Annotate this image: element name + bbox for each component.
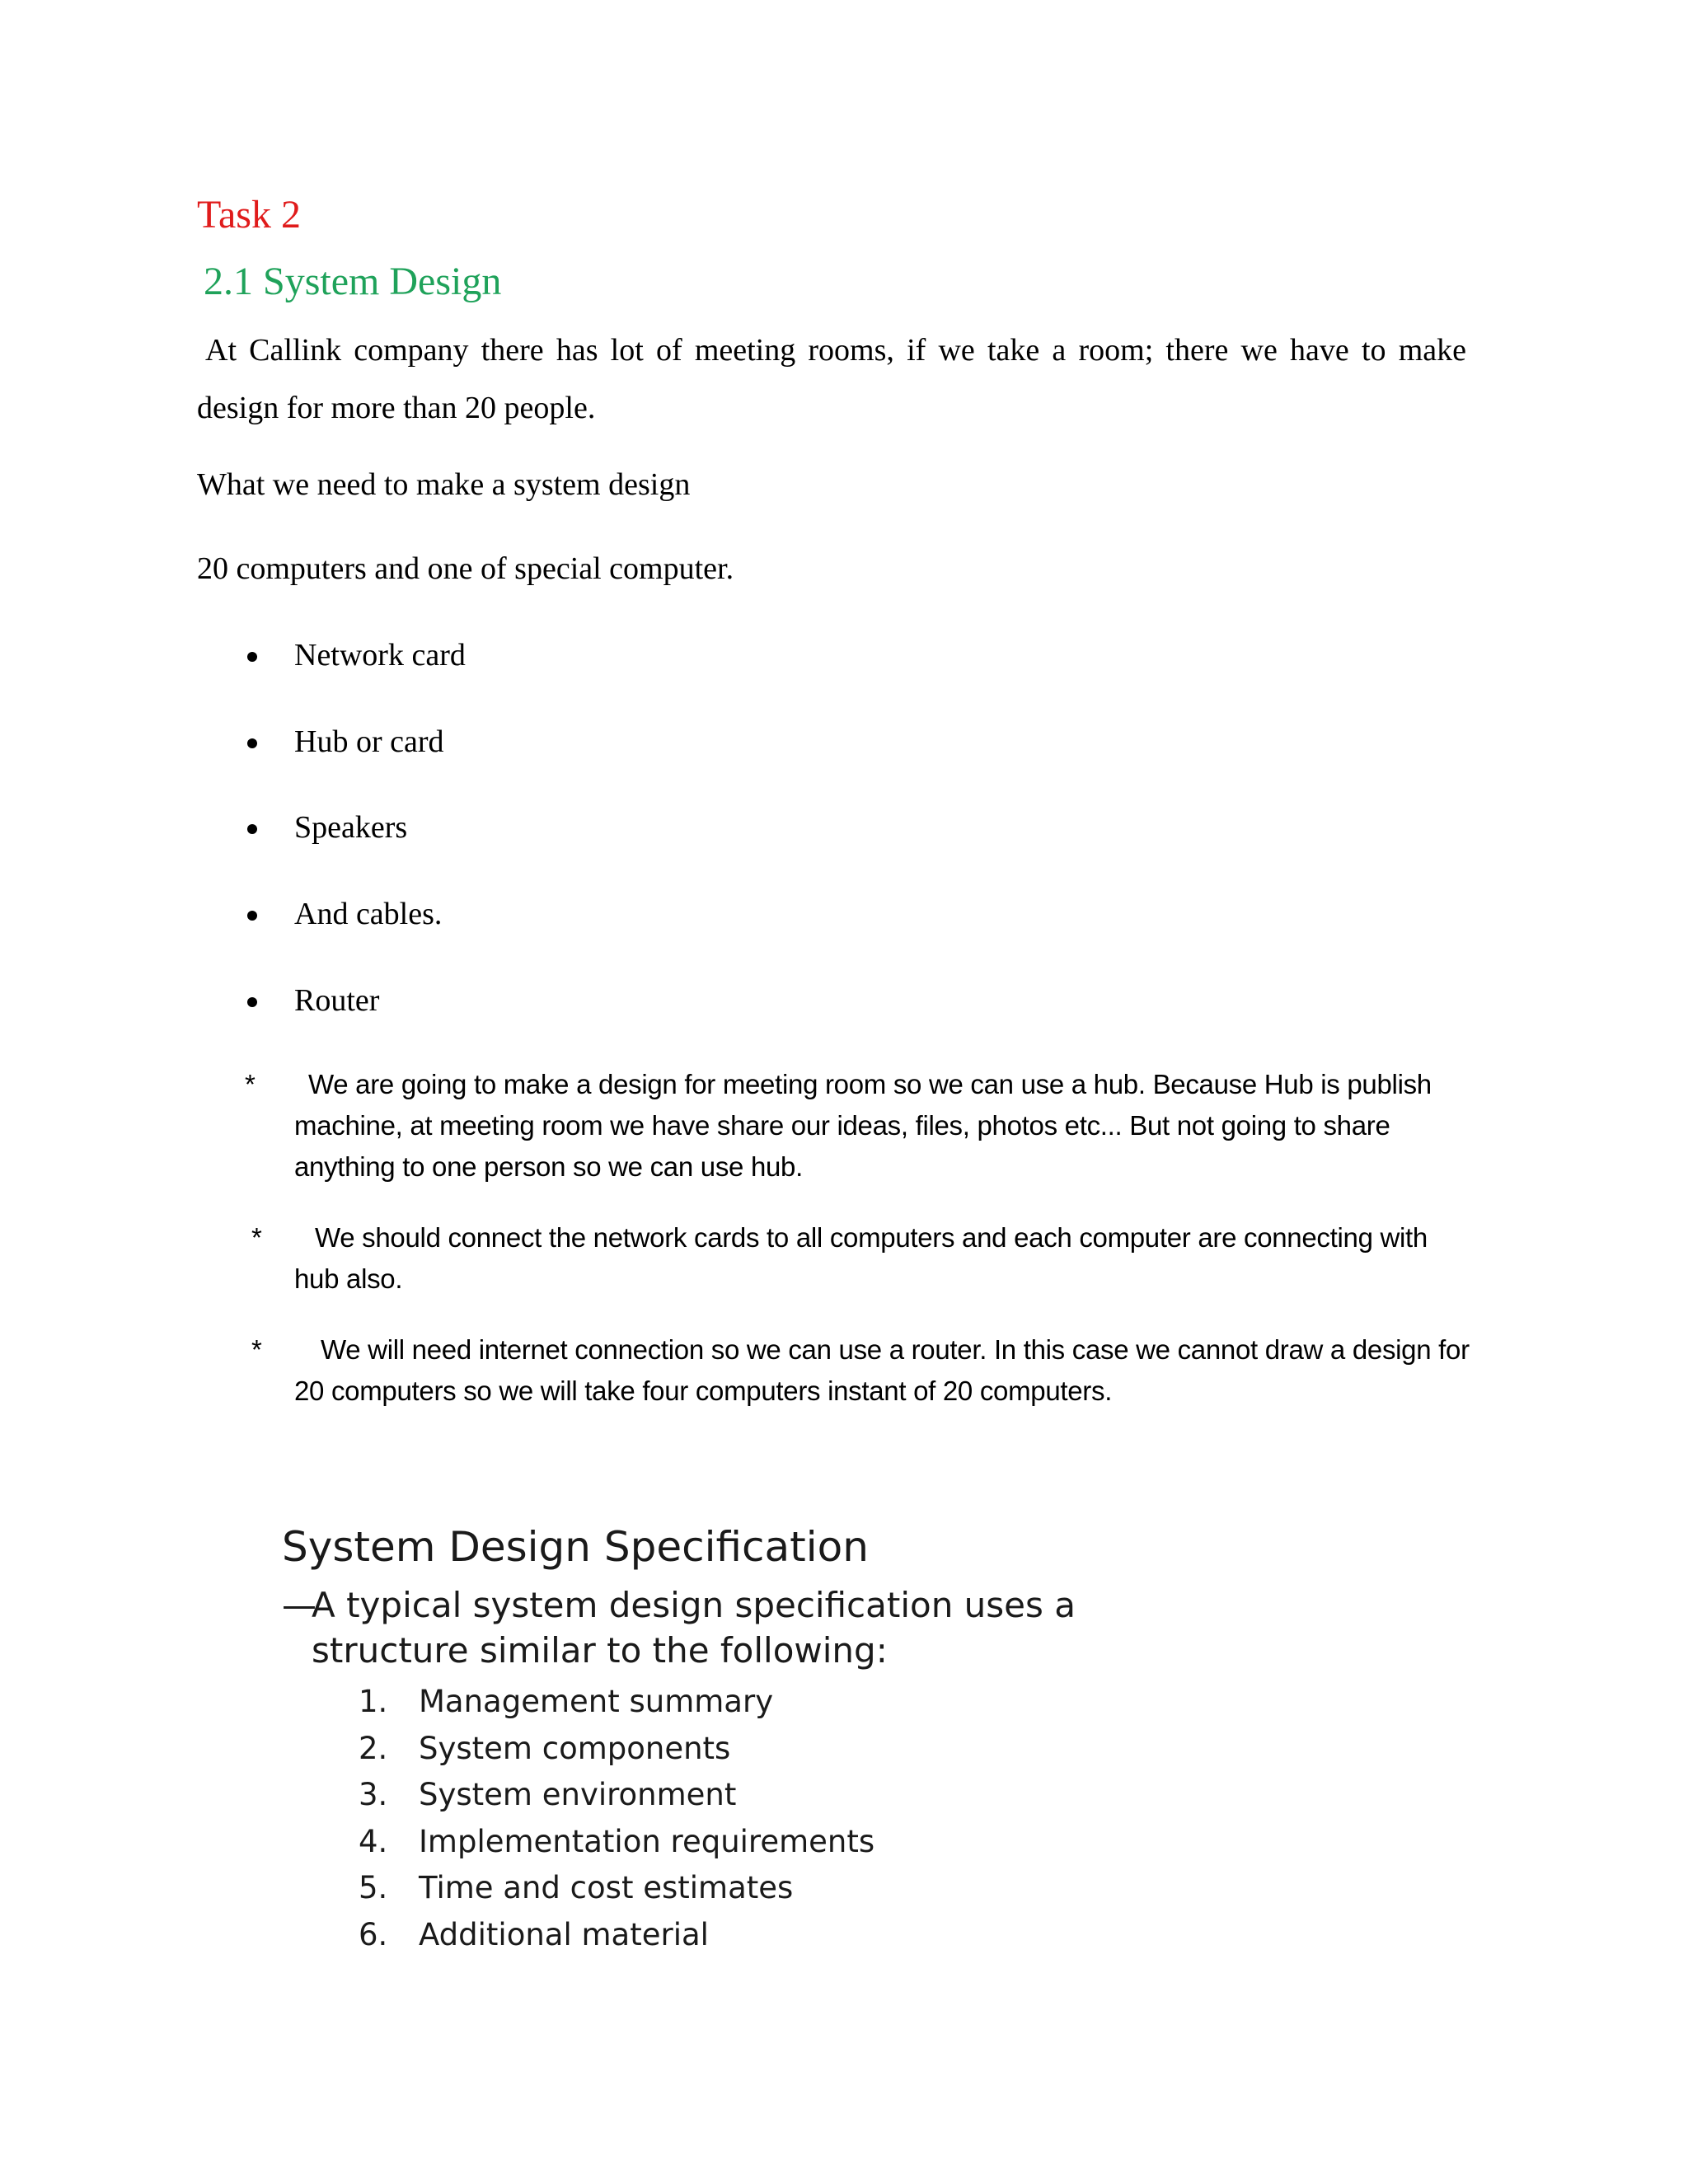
list-item	[359, 1819, 874, 1866]
list-item-label: Hub or card	[294, 724, 444, 759]
item-label: Management summary	[419, 1684, 774, 1719]
item-number: 3.	[359, 1777, 388, 1812]
section-heading: 2.1 System Design	[204, 260, 502, 303]
figure-subtitle: A typical system design specification uses a structure similar to the following:	[312, 1585, 1076, 1671]
spec-structure-list	[359, 1679, 874, 1958]
list-item	[359, 1865, 874, 1912]
item-label: System components	[419, 1730, 731, 1766]
asterisk-icon: *	[251, 1222, 262, 1253]
note-hub	[294, 1064, 1481, 1188]
bullet-icon	[247, 911, 257, 921]
list-item	[359, 1679, 874, 1726]
item-label: System environment	[419, 1777, 737, 1812]
list-item	[359, 1772, 874, 1819]
figure-title: System Design Specification	[282, 1523, 869, 1571]
list-item-label: Speakers	[294, 810, 408, 845]
note-router	[294, 1329, 1481, 1412]
note-text: We should connect the network cards to all computers and each computer are connecting with hub also.	[294, 1222, 1428, 1294]
item-label: Additional material	[419, 1916, 709, 1952]
task-heading: Task 2	[197, 193, 301, 237]
item-number: 6.	[359, 1916, 388, 1952]
item-number: 4.	[359, 1823, 388, 1859]
bullet-icon	[247, 738, 257, 748]
note-text: We are going to make a design for meeting room so we can use a hub. Because Hub is publish machine, at meeting room we have share our ideas, files, photos etc... But not going to share anything to one person so we can use hub.	[294, 1069, 1432, 1182]
item-number: 2.	[359, 1730, 388, 1766]
bullet-icon	[247, 824, 257, 834]
asterisk-icon: *	[251, 1334, 262, 1365]
list-item	[359, 1912, 874, 1959]
note-network-cards	[294, 1217, 1448, 1300]
bullet-icon	[247, 652, 257, 662]
list-item-label: Network card	[294, 638, 466, 673]
item-label: Implementation requirements	[419, 1823, 875, 1859]
asterisk-icon: *	[245, 1069, 256, 1099]
system-design-spec-figure	[272, 1508, 1203, 1970]
dash-icon: —	[282, 1585, 316, 1625]
computers-line: 20 computers and one of special computer.	[197, 551, 734, 586]
note-text: We will need internet connection so we can use a router. In this case we cannot draw a design for 20 computers so we will take four computers instant of 20 computers.	[294, 1334, 1470, 1406]
item-number: 5.	[359, 1870, 388, 1905]
list-item-label: And cables.	[294, 897, 443, 931]
list-item-label: Router	[294, 983, 380, 1018]
item-label: Time and cost estimates	[419, 1870, 794, 1905]
item-number: 1.	[359, 1684, 388, 1719]
intro-paragraph: At Callink company there has lot of meeting rooms, if we take a room; there we have to make design for more than 20 people.	[197, 333, 1466, 425]
question-line: What we need to make a system design	[197, 467, 691, 502]
bullet-icon	[247, 997, 257, 1007]
list-item	[359, 1726, 874, 1773]
